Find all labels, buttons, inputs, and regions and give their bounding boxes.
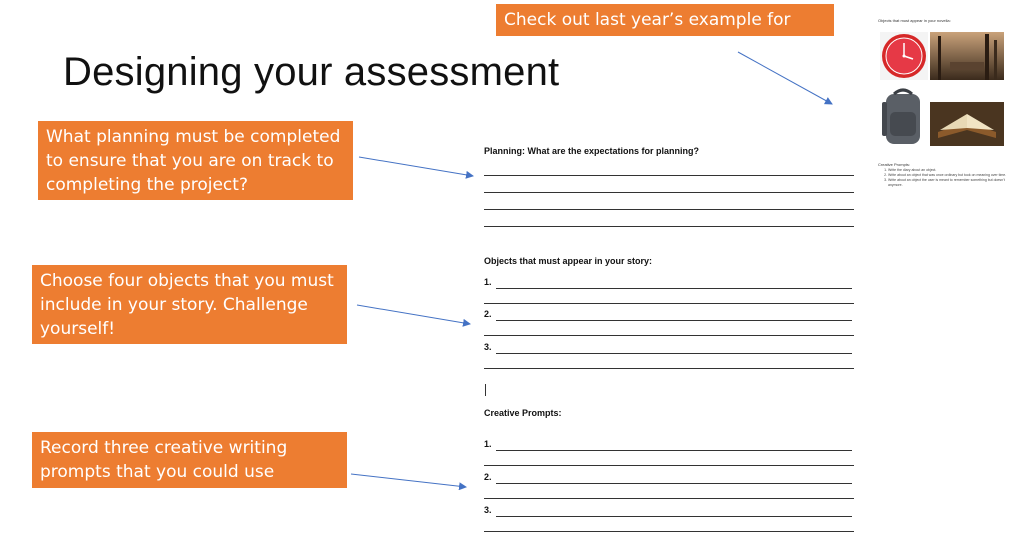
planning-line	[484, 175, 854, 176]
slide-title: Designing your assessment	[63, 50, 560, 94]
object-line	[496, 353, 852, 354]
prompt-line	[484, 465, 854, 466]
prompt-line	[496, 483, 852, 484]
objects-heading: Objects that must appear in your story:	[484, 256, 653, 266]
prompt-number: 2.	[484, 472, 492, 482]
example-prompt: 3. Write about an object the user is meant to remember something but doesn’t anymore.	[888, 178, 1014, 188]
prompts-arrow	[351, 474, 466, 487]
object-line	[496, 320, 852, 321]
planning-line	[484, 192, 854, 193]
backpack-image	[880, 86, 926, 146]
objects-callout: Choose four objects that you must include in your story. Challenge yourself!	[32, 265, 347, 344]
example-prompts-list	[878, 168, 1014, 188]
planning-line	[484, 226, 854, 227]
prompt-line	[484, 498, 854, 499]
example-callout: Check out last year’s example for help!	[496, 4, 834, 36]
object-number: 3.	[484, 342, 492, 352]
object-number: 1.	[484, 277, 492, 287]
object-line	[484, 368, 854, 369]
planning-callout: What planning must be completed to ensure that you are on track to completing the project?	[38, 121, 353, 200]
example-arrow	[738, 52, 832, 104]
prompts-heading: Creative Prompts:	[484, 408, 562, 418]
prompt-line	[496, 450, 852, 451]
forest-image	[930, 32, 1004, 80]
planning-arrow	[359, 157, 473, 176]
open-book-image	[930, 102, 1004, 146]
prompt-number: 1.	[484, 439, 492, 449]
planning-line	[484, 209, 854, 210]
object-line	[484, 303, 854, 304]
objects-arrow	[357, 305, 470, 324]
text-cursor	[485, 384, 486, 396]
object-line	[484, 335, 854, 336]
prompt-number: 3.	[484, 505, 492, 515]
example-thumbnail[interactable]	[874, 14, 1014, 204]
example-prompt: 1. Write the diary about an object.	[888, 168, 1014, 173]
object-number: 2.	[484, 309, 492, 319]
object-line	[496, 288, 852, 289]
prompts-callout: Record three creative writing prompts that you could use	[32, 432, 347, 488]
prompt-line	[484, 531, 854, 532]
example-title: Objects that must appear in your novella:	[878, 18, 951, 23]
prompt-line	[496, 516, 852, 517]
example-prompts-title: Creative Prompts:	[878, 162, 911, 167]
wall-clock-image	[880, 32, 928, 80]
example-prompt: 2. Write about an object that was once ordinary but took on meaning over time.	[888, 173, 1014, 178]
planning-heading: Planning: What are the expectations for planning?	[484, 146, 700, 156]
